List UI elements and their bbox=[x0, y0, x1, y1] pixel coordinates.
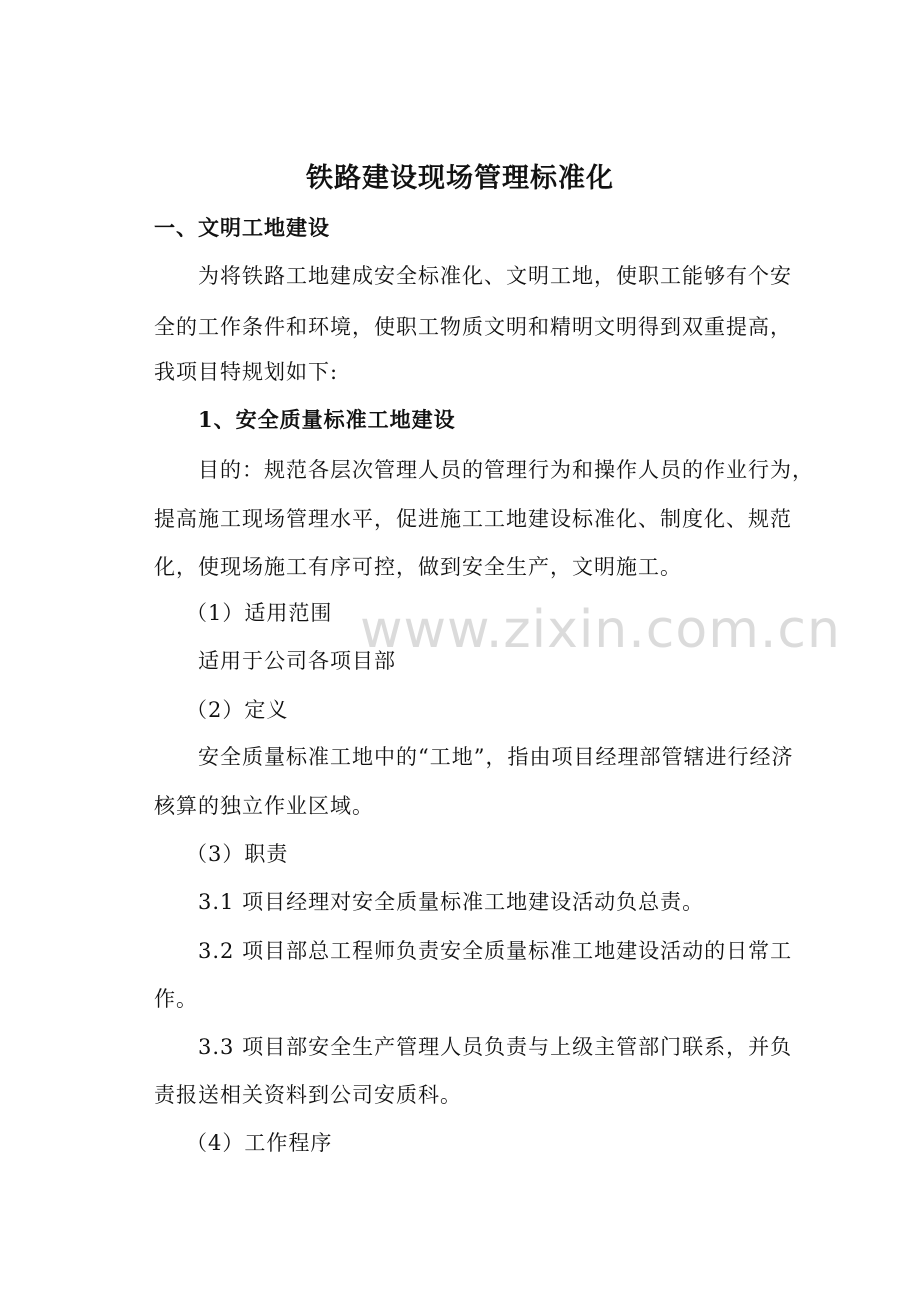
subsection-heading-safety-quality: 1、安全质量标准工地建设 bbox=[198, 407, 456, 432]
scope-text: 适用于公司各项目部 bbox=[198, 649, 396, 673]
intro-line-1: 为将铁路工地建成安全标准化、文明工地，使职工能够有个安 bbox=[198, 264, 792, 288]
duty-3-3-line-1: 3.3 项目部安全生产管理人员负责与上级主管部门联系，并负 bbox=[198, 1035, 793, 1059]
section-heading-civilized-site: 一、文明工地建设 bbox=[154, 215, 330, 240]
duty-3-2-line-1: 3.2 项目部总工程师负责安全质量标准工地建设活动的日常工 bbox=[198, 939, 793, 963]
document-title: 铁路建设现场管理标准化 bbox=[306, 163, 614, 194]
watermark: www.zixin.com.cn bbox=[360, 600, 841, 660]
definition-line-1: 安全质量标准工地中的“工地”，指由项目经理部管辖进行经济 bbox=[198, 745, 794, 769]
scope-heading: （1）适用范围 bbox=[186, 601, 333, 625]
procedure-heading: （4）工作程序 bbox=[186, 1131, 333, 1155]
duty-3-1: 3.1 项目经理对安全质量标准工地建设活动负总责。 bbox=[198, 890, 705, 914]
purpose-line-3: 化，使现场施工有序可控，做到安全生产，文明施工。 bbox=[154, 555, 682, 579]
definition-line-2: 核算的独立作业区域。 bbox=[154, 794, 374, 818]
duty-3-2-line-2: 作。 bbox=[154, 987, 198, 1011]
intro-line-2: 全的工作条件和环境，使职工物质文明和精明文明得到双重提高， bbox=[154, 315, 792, 339]
purpose-line-2: 提高施工现场管理水平，促进施工工地建设标准化、制度化、规范 bbox=[154, 507, 792, 531]
definition-heading: （2）定义 bbox=[186, 698, 289, 722]
duty-3-3-line-2: 责报送相关资料到公司安质科。 bbox=[154, 1083, 462, 1107]
intro-line-3: 我项目特规划如下: bbox=[154, 360, 339, 384]
purpose-line-1: 目的：规范各层次管理人员的管理行为和操作人员的作业行为， bbox=[198, 458, 814, 482]
duties-heading: （3）职责 bbox=[186, 842, 289, 866]
